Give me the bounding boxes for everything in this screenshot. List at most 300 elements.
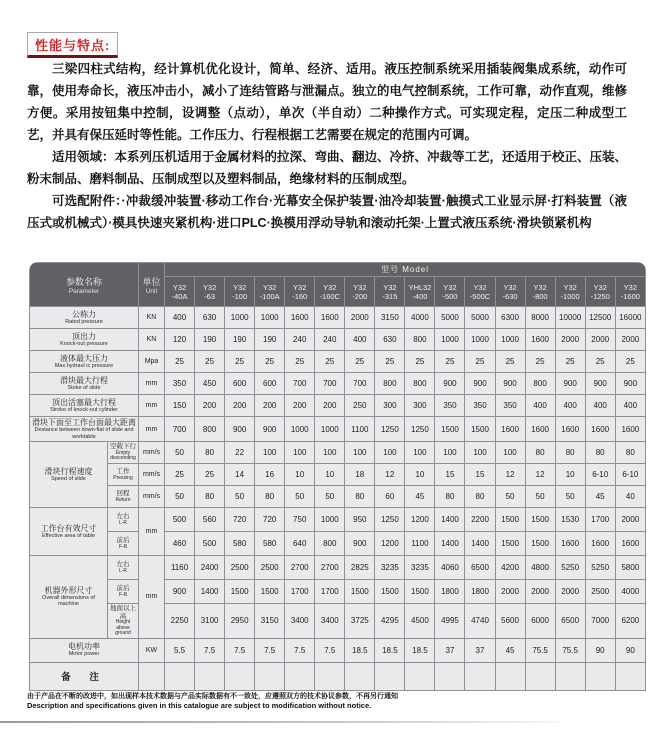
value-cell: 900 [225, 417, 255, 442]
application-paragraph: 适用领域：本系列压机适用于金属材料的拉深、弯曲、翻边、冷挤、冲裁等工艺，还适用于校正、压装、粉末制品、磨料制品、压制成型以及塑料制品，绝缘材料的压制成型。 [27, 150, 628, 186]
value-cell: 18.5 [345, 638, 375, 662]
label-en: -1250 [590, 291, 610, 301]
value-cell: 4500 [405, 604, 435, 639]
label-zh: Y32 [533, 282, 547, 292]
unit-cell: Mpa [139, 351, 165, 373]
value-cell: 900 [495, 373, 525, 395]
value-cell [555, 662, 585, 690]
label-en: Speed of slide [51, 475, 86, 482]
value-cell: 600 [225, 373, 255, 395]
features-paragraph: 三梁四柱式结构，经计算机优化设计，简单、经济、适用。液压控制系统采用插装阀集成系统，动作可靠，使用寿命长，液压冲击小，减小了连结管路与泄漏点。独立的电气控制系统，工作可靠，动作直观，维修方便。采用按钮集中控制，设调整（点动），单次（半自动）二种操作方式。可实现定程，定压二种成型工艺，并具有保压延时等性能。工作压力、行程根据工艺需要在规定的范围内可调。 [27, 62, 628, 142]
value-cell: 1100 [405, 532, 435, 556]
model-column-y32-160 [285, 277, 315, 307]
label-zh: 回程 [116, 490, 130, 497]
table-row [30, 395, 646, 417]
value-cell: 37 [435, 638, 465, 662]
model-column-y32-800 [525, 277, 555, 307]
value-cell: 3400 [285, 604, 315, 639]
value-cell: 1400 [435, 508, 465, 532]
value-cell: 1250 [375, 508, 405, 532]
value-cell: 5800 [615, 556, 645, 580]
value-cell: 40 [615, 486, 645, 508]
unit-cell: mm [139, 373, 165, 395]
model-column-y32-200 [345, 277, 375, 307]
label-zh: 空载下行 [110, 443, 136, 451]
value-cell: 6300 [495, 307, 525, 329]
value-cell: 80 [195, 486, 225, 508]
unit-cell: KW [139, 638, 165, 662]
label-zh: 顶出活塞最大行程 [52, 397, 116, 407]
label-en: -315 [382, 291, 398, 301]
value-cell: 6000 [525, 604, 555, 639]
value-cell: 37 [465, 638, 495, 662]
value-cell: 300 [405, 395, 435, 417]
table-row [30, 329, 646, 351]
intro-text-block [27, 58, 627, 234]
label-en: -400 [412, 291, 428, 301]
value-cell: 2200 [465, 508, 495, 532]
value-cell: 4800 [525, 556, 555, 580]
value-cell: 190 [225, 329, 255, 351]
value-cell: 25 [345, 351, 375, 373]
label-en: -63 [204, 291, 215, 301]
label-en: -500 [442, 291, 458, 301]
label-zh: Y32 [593, 282, 607, 292]
value-cell: 1600 [615, 532, 645, 556]
value-cell: 25 [405, 351, 435, 373]
table-row [30, 442, 646, 464]
value-cell [165, 662, 195, 690]
value-cell: 700 [315, 373, 345, 395]
label-zh: 左右 [116, 513, 130, 520]
value-cell: 1600 [525, 417, 555, 442]
label-zh: Y32 [383, 282, 397, 292]
value-cell: 50 [285, 486, 315, 508]
value-cell: 350 [495, 395, 525, 417]
value-cell: 100 [435, 442, 465, 464]
label-en: -200 [352, 291, 368, 301]
value-cell [255, 662, 285, 690]
value-cell: 2000 [555, 329, 585, 351]
model-column-y32-1250 [585, 277, 615, 307]
value-cell: 5250 [585, 556, 615, 580]
value-cell: 580 [225, 532, 255, 556]
value-cell: 900 [345, 532, 375, 556]
value-cell: 50 [555, 486, 585, 508]
label-zh: 电机功率 [68, 642, 100, 652]
table-row [30, 556, 646, 580]
label-zh: Y32 [623, 282, 638, 292]
value-cell: 80 [555, 442, 585, 464]
value-cell: 12 [375, 464, 405, 486]
value-cell: 15 [435, 464, 465, 486]
value-cell: 800 [405, 329, 435, 351]
value-cell: 1250 [375, 417, 405, 442]
value-cell: 50 [315, 486, 345, 508]
value-cell: 800 [405, 373, 435, 395]
row-sub-label [108, 508, 139, 532]
value-cell: 5250 [555, 556, 585, 580]
label-zh: 工作台有效尺寸 [40, 523, 97, 533]
unit-cell: mm [139, 556, 165, 639]
value-cell: 2500 [585, 580, 615, 604]
label-en: Rated pressure [65, 318, 103, 325]
unit-cell: mm [139, 508, 165, 556]
param-header [30, 263, 139, 307]
value-cell: 2500 [255, 556, 285, 580]
label-zh: 顶出力 [72, 331, 96, 341]
value-cell: 18 [345, 464, 375, 486]
label-en: F-B [118, 543, 128, 550]
value-cell [615, 662, 645, 690]
value-cell: 25 [195, 464, 225, 486]
footer-note-zh: 由于产品在不断的改进中，如出现样本技术数据与产品实际数据有不一致处，应遵照双方的技术协议参数，不再另行通知 [27, 693, 398, 700]
value-cell: 3725 [345, 604, 375, 639]
label-en: Motor power [68, 651, 100, 658]
footer-note [27, 692, 627, 711]
label-en: Knock-out pressure [60, 340, 108, 347]
unit-cell: mm/s [139, 442, 165, 464]
value-cell: 25 [615, 351, 645, 373]
label-zh: Y32 [172, 282, 187, 292]
value-cell: 900 [255, 417, 285, 442]
value-cell: 1600 [315, 307, 345, 329]
value-cell: 50 [525, 486, 555, 508]
value-cell: 1000 [465, 329, 495, 351]
row-label [30, 373, 139, 395]
value-cell: 8000 [525, 307, 555, 329]
value-cell: 6-10 [615, 464, 645, 486]
value-cell: 1500 [225, 580, 255, 604]
value-cell: 1700 [585, 508, 615, 532]
value-cell: 10 [555, 464, 585, 486]
value-cell: 100 [345, 442, 375, 464]
label-zh: 滑块下面至工作台面最大距离 [32, 418, 136, 427]
value-cell: 200 [315, 395, 345, 417]
value-cell: 700 [165, 417, 195, 442]
value-cell: 6200 [615, 604, 645, 639]
value-cell: 450 [195, 373, 225, 395]
value-cell: 1600 [525, 329, 555, 351]
row-sub-label [108, 556, 139, 580]
model-column-y32-1600 [615, 277, 645, 307]
value-cell: 200 [285, 395, 315, 417]
value-cell: 1400 [195, 580, 225, 604]
value-cell: 1500 [465, 417, 495, 442]
value-cell [525, 662, 555, 690]
value-cell: 18.5 [375, 638, 405, 662]
value-cell: 150 [165, 395, 195, 417]
label-en: L-R [118, 567, 128, 574]
value-cell: 800 [315, 532, 345, 556]
value-cell: 7.5 [225, 638, 255, 662]
label-en: -800 [532, 291, 548, 301]
value-cell: 1500 [495, 532, 525, 556]
value-cell: 25 [495, 351, 525, 373]
value-cell: 400 [555, 395, 585, 417]
spec-table-head [30, 263, 646, 307]
label-zh: Y32 [293, 282, 307, 292]
value-cell: 250 [345, 395, 375, 417]
value-cell: 25 [285, 351, 315, 373]
value-cell: 2500 [225, 556, 255, 580]
value-cell: 4000 [615, 580, 645, 604]
unit-cell: mm/s [139, 486, 165, 508]
label-en: -100A [259, 291, 280, 301]
row-label [30, 417, 139, 442]
value-cell: 6500 [555, 604, 585, 639]
value-cell: 25 [255, 351, 285, 373]
value-cell [195, 662, 225, 690]
value-cell: 1160 [165, 556, 195, 580]
table-row [30, 307, 646, 329]
label-en: -630 [502, 291, 518, 301]
bottom-divider [0, 721, 560, 723]
value-cell: 5.5 [165, 638, 195, 662]
value-cell: 400 [165, 307, 195, 329]
value-cell: 6-10 [585, 464, 615, 486]
value-cell: 800 [525, 373, 555, 395]
value-cell: 3100 [195, 604, 225, 639]
value-cell: 3150 [375, 307, 405, 329]
value-cell: 190 [255, 329, 285, 351]
label-en: -160C [319, 291, 340, 301]
label-en: -40A [171, 291, 188, 301]
value-cell: 1700 [285, 580, 315, 604]
value-cell: 1000 [435, 329, 465, 351]
value-cell: 500 [195, 532, 225, 556]
table-row [30, 604, 646, 639]
value-cell [285, 662, 315, 690]
value-cell: 3235 [405, 556, 435, 580]
value-cell: 60 [375, 486, 405, 508]
value-cell: 120 [165, 329, 195, 351]
model-column-yhl32-400 [405, 277, 435, 307]
value-cell: 4740 [465, 604, 495, 639]
unit-cell [139, 662, 165, 690]
value-cell: 1600 [555, 532, 585, 556]
value-cell: 7000 [585, 604, 615, 639]
label-zh: Y32 [563, 282, 577, 292]
spec-table [29, 262, 646, 691]
model-header: 型号 Model [165, 263, 646, 277]
value-cell: 2000 [615, 508, 645, 532]
value-cell: 1400 [435, 532, 465, 556]
value-cell: 25 [435, 351, 465, 373]
label-zh: Y32 [503, 282, 517, 292]
value-cell: 900 [585, 373, 615, 395]
value-cell: 75.5 [525, 638, 555, 662]
value-cell: 25 [225, 351, 255, 373]
value-cell: 900 [465, 373, 495, 395]
row-label: 备 注 [30, 662, 139, 690]
label-en: Effective area of table [41, 532, 96, 539]
model-column-y32-630 [495, 277, 525, 307]
table-row [30, 532, 646, 556]
value-cell: 3150 [255, 604, 285, 639]
value-cell: 7.5 [255, 638, 285, 662]
value-cell: 4060 [435, 556, 465, 580]
value-cell: 1200 [405, 508, 435, 532]
label-en: Max.hydraul ic pressure [54, 362, 114, 369]
value-cell: 1500 [495, 508, 525, 532]
value-cell: 400 [525, 395, 555, 417]
value-cell: 12 [525, 464, 555, 486]
value-cell: 800 [195, 417, 225, 442]
value-cell: 100 [375, 442, 405, 464]
value-cell: 18.5 [405, 638, 435, 662]
value-cell: 12500 [585, 307, 615, 329]
unit-header [139, 263, 165, 307]
unit-cell: mm/s [139, 464, 165, 486]
value-cell: 25 [555, 351, 585, 373]
table-row [30, 580, 646, 604]
value-cell: 750 [285, 508, 315, 532]
label-zh: Y32 [263, 282, 277, 292]
value-cell: 2950 [225, 604, 255, 639]
value-cell: 700 [345, 373, 375, 395]
row-group-label [30, 442, 108, 508]
value-cell: 25 [315, 351, 345, 373]
table-row [30, 373, 646, 395]
row-label [30, 638, 139, 662]
value-cell [495, 662, 525, 690]
value-cell: 4200 [495, 556, 525, 580]
value-cell: 1600 [495, 417, 525, 442]
value-cell: 80 [465, 486, 495, 508]
value-cell: 1250 [405, 417, 435, 442]
value-cell: 80 [525, 442, 555, 464]
table-row [30, 486, 646, 508]
value-cell [435, 662, 465, 690]
value-cell: 10 [405, 464, 435, 486]
value-cell [225, 662, 255, 690]
label-en: F-B [118, 591, 128, 598]
value-cell: 25 [165, 464, 195, 486]
value-cell [375, 662, 405, 690]
value-cell: 1000 [495, 329, 525, 351]
value-cell: 5600 [495, 604, 525, 639]
table-row [30, 464, 646, 486]
label-zh: YHL32 [408, 282, 432, 292]
label-en: Stroke of knock-out cylinder [50, 406, 118, 413]
value-cell: 10 [315, 464, 345, 486]
value-cell: 1000 [315, 417, 345, 442]
header-row-1 [30, 263, 646, 277]
label-zh: 左右 [116, 561, 130, 568]
spec-table-body [30, 307, 646, 691]
value-cell: 1600 [285, 307, 315, 329]
value-cell: 1500 [435, 417, 465, 442]
value-cell: 600 [255, 373, 285, 395]
label-zh: Y32 [443, 282, 457, 292]
value-cell: 25 [525, 351, 555, 373]
label-en: -160 [292, 291, 308, 301]
value-cell: 45 [495, 638, 525, 662]
value-cell: 50 [495, 486, 525, 508]
row-sub-label [108, 464, 139, 486]
value-cell: 25 [165, 351, 195, 373]
value-cell: 400 [345, 329, 375, 351]
value-cell: 100 [405, 442, 435, 464]
model-column-y32-100 [225, 277, 255, 307]
value-cell: 400 [615, 395, 645, 417]
value-cell: 400 [585, 395, 615, 417]
label-zh: 滑块行程速度 [44, 466, 93, 476]
label-zh: 公称力 [72, 309, 96, 319]
row-label [30, 351, 139, 373]
label-zh: Y32 [353, 282, 367, 292]
label-en: -500C [469, 291, 491, 301]
table-row [30, 508, 646, 532]
model-column-y32-500 [435, 277, 465, 307]
value-cell: 1500 [345, 580, 375, 604]
value-cell: 100 [465, 442, 495, 464]
unit-cell: mm [139, 395, 165, 417]
value-cell: 50 [165, 486, 195, 508]
value-cell: 1000 [315, 508, 345, 532]
value-cell: 900 [555, 373, 585, 395]
label-en: -100 [232, 291, 248, 301]
value-cell: 1500 [525, 508, 555, 532]
value-cell: 25 [585, 351, 615, 373]
row-group-label [30, 556, 108, 639]
value-cell: 3400 [315, 604, 345, 639]
label-en: Unit [145, 287, 158, 295]
value-cell: 50 [225, 486, 255, 508]
value-cell: 1800 [465, 580, 495, 604]
table-row [30, 351, 646, 373]
row-group-label [30, 508, 108, 556]
table-row [30, 417, 646, 442]
value-cell: 15 [465, 464, 495, 486]
label-zh: Y32 [473, 282, 487, 292]
label-en: Pressing [113, 474, 133, 481]
value-cell: 90 [615, 638, 645, 662]
value-cell: 80 [345, 486, 375, 508]
value-cell: 2825 [345, 556, 375, 580]
row-sub-label [108, 532, 139, 556]
value-cell: 720 [255, 508, 285, 532]
label-en: Parameter [68, 287, 100, 295]
value-cell: 300 [375, 395, 405, 417]
value-cell [405, 662, 435, 690]
label-zh: 地面以上高 [110, 605, 136, 620]
value-cell: 2000 [525, 580, 555, 604]
value-cell: 800 [375, 373, 405, 395]
value-cell: 200 [195, 395, 225, 417]
value-cell: 640 [285, 532, 315, 556]
model-column-y32-1000 [555, 277, 585, 307]
value-cell: 350 [465, 395, 495, 417]
value-cell: 5000 [435, 307, 465, 329]
row-label [30, 307, 139, 329]
value-cell: 100 [285, 442, 315, 464]
label-en: -1600 [620, 291, 640, 301]
value-cell: 6500 [465, 556, 495, 580]
unit-cell: KN [139, 307, 165, 329]
value-cell: 1500 [375, 580, 405, 604]
value-cell [465, 662, 495, 690]
footer-note-en: Description and specifications given in this catalogue are subject to modification without notice. [27, 701, 372, 710]
model-column-y32-315 [375, 277, 405, 307]
value-cell: 190 [195, 329, 225, 351]
value-cell: 240 [285, 329, 315, 351]
value-cell: 1600 [585, 532, 615, 556]
value-cell: 240 [315, 329, 345, 351]
value-cell: 1800 [435, 580, 465, 604]
value-cell: 10 [285, 464, 315, 486]
